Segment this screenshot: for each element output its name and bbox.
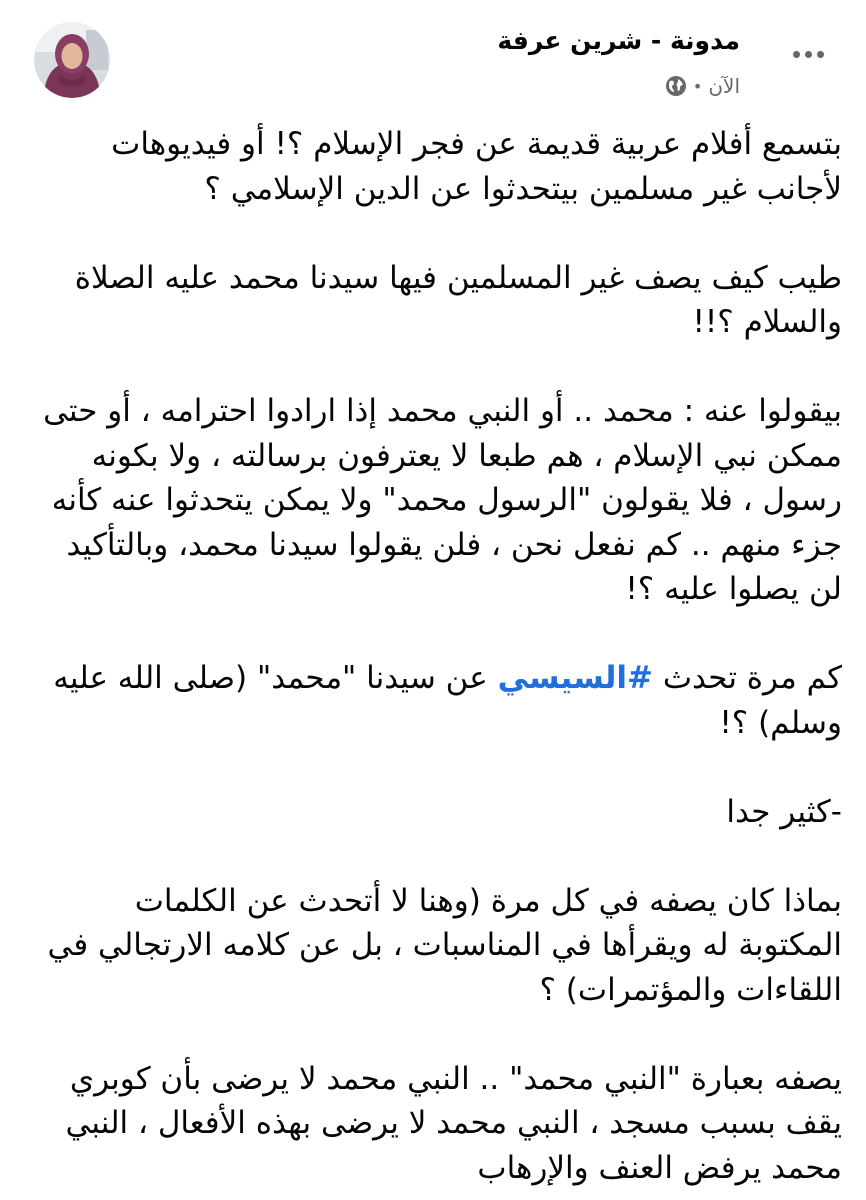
post-paragraph: طيب كيف يصف غير المسلمين فيها سيدنا محمد عليه الصلاة والسلام ؟!! [74, 259, 842, 340]
more-dot [805, 51, 812, 58]
profile-photo-avatar [34, 22, 110, 98]
post-paragraph: بماذا كان يصفه في كل مرة (وهنا لا أتحدث عن الكلمات المكتوبة له ويقرأها في المناسبات ، بل عن كلامه الارتجالي في اللقاءات والمؤتمرات) ؟ [47, 882, 842, 1008]
hashtag-paragraph-before: كم مرة تحدث [653, 660, 842, 696]
more-dot [817, 51, 824, 58]
post-paragraph: بتسمع أفلام عربية قديمة عن فجر الإسلام ؟! أو فيديوهات لأجانب غير مسلمين بيتحدثوا عن الدين الإسلامي ؟ [111, 126, 842, 207]
more-dots-icon [793, 51, 800, 58]
post-paragraph: يصفه بعبارة "النبي محمد" .. النبي محمد لا يرضى بأن كوبري يقف بسبب مسجد ، النبي محمد لا يرضى بهذه الأفعال ، النبي محمد يرفض العنف والإرهاب [65, 1060, 842, 1186]
more-options-button[interactable] [786, 32, 830, 76]
hashtag-paragraph [24, 656, 842, 745]
hashtag-paragraph-after: عن سيدنا "محمد" (صلى الله عليه وسلم) ؟! [53, 660, 842, 741]
post-paragraph: بيقولوا عنه : محمد .. أو النبي محمد إذا ارادوا احترامه ، أو حتى ممكن نبي الإسلام ، هم طبعا لا يعترفون برسالته ، ولا بكونه رسول ، فلا يقولون "الرسول محمد" ولا يمكن يتحدثوا عنه كأنه جزء منهم .. كم نفعل نحن ، فلن يقولوا سيدنا محمد، وبالتأكيد لن يصلوا عليه ؟! [43, 393, 842, 607]
author-name[interactable]: مدونة - شرين عرفة [497, 26, 740, 55]
post-header [0, 18, 866, 110]
post-time[interactable]: الآن [708, 74, 740, 98]
post-meta [665, 74, 740, 98]
post-paragraph: -كثير جدا [726, 793, 842, 830]
meta-separator: • [692, 76, 703, 96]
avatar[interactable] [34, 22, 110, 98]
post-body [24, 122, 842, 1190]
hashtag-link[interactable]: #السيسي [497, 660, 653, 696]
globe-icon[interactable] [665, 75, 687, 97]
